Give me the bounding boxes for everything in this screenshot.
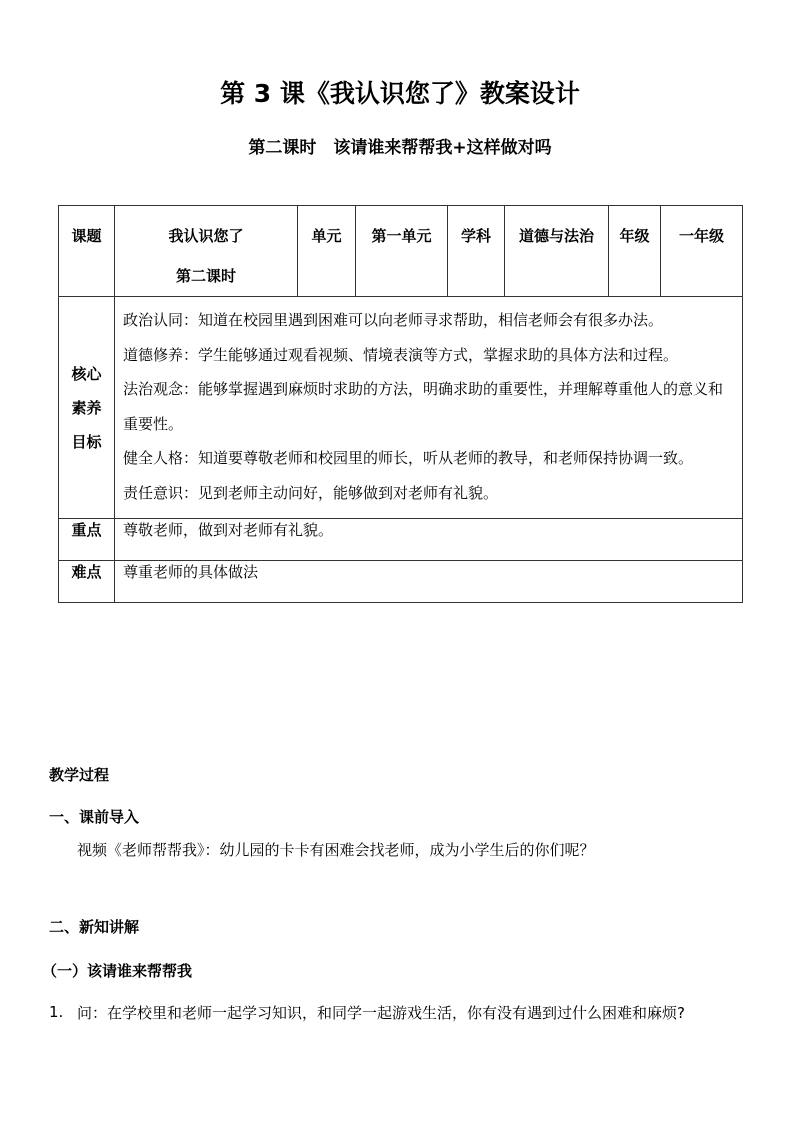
course-value bbox=[115, 206, 297, 296]
goal-item: 责任意识：见到老师主动问好，能够做到对老师有礼貌。 bbox=[123, 483, 499, 502]
unit-value: 第一单元 bbox=[371, 227, 432, 245]
goal-item: 政治认同：知道在校园里遇到困难可以向老师寻求帮助，相信老师会有很多办法。 bbox=[123, 311, 664, 329]
goal-item: 法治观念：能够掌握遇到麻烦时求助的方法，明确求助的重要性，并理解尊重他人的意义和重要性。 bbox=[123, 380, 724, 433]
goals-label-line: 目标 bbox=[71, 432, 102, 451]
subject-value-cell bbox=[505, 206, 609, 297]
process-heading: 教学过程 bbox=[49, 766, 110, 784]
goals-label-line: 素养 bbox=[71, 398, 102, 417]
grade-value: 一年级 bbox=[678, 227, 724, 245]
goal-item: 健全人格：知道要尊敬老师和校园里的师长，听从老师的教导，和老师保持协调一致。 bbox=[123, 449, 694, 467]
subject-value: 道德与法治 bbox=[518, 227, 594, 245]
grade-label: 年级 bbox=[619, 227, 650, 245]
goal-item: 道德修养：学生能够通过观看视频、情境表演等方式，掌握求助的具体方法和过程。 bbox=[123, 345, 679, 364]
section2-title: 二、新知讲解 bbox=[49, 918, 140, 936]
difficulty-row bbox=[59, 561, 743, 603]
grade-label-cell bbox=[609, 206, 661, 297]
goals-row bbox=[59, 297, 743, 519]
subject-label-cell bbox=[448, 206, 505, 297]
key-point-value: 尊敬老师，做到对老师有礼貌。 bbox=[115, 519, 743, 561]
grade-value-cell bbox=[661, 206, 743, 297]
subsection1-title: （一）该请谁来帮帮我 bbox=[42, 962, 193, 980]
key-point-label: 重点 bbox=[59, 519, 115, 561]
page-title: 第 3 课《我认识您了》教案设计 bbox=[220, 79, 580, 108]
difficulty-value: 尊重老师的具体做法 bbox=[115, 561, 743, 603]
course-value-cell bbox=[115, 206, 298, 297]
unit-label-cell bbox=[298, 206, 356, 297]
difficulty-label: 难点 bbox=[59, 561, 115, 603]
item1-text: 问：在学校里和老师一起学习知识，和同学一起游戏生活，你有没有遇到过什么困难和麻烦? bbox=[77, 1004, 685, 1022]
course-line2: 第二课时 bbox=[175, 267, 236, 285]
unit-label: 单元 bbox=[311, 227, 342, 245]
goals-content bbox=[115, 297, 743, 519]
header-row bbox=[59, 206, 743, 297]
subject-label: 学科 bbox=[460, 227, 491, 245]
item1-number: 1. bbox=[49, 1003, 64, 1021]
lesson-info-table bbox=[58, 205, 743, 603]
section1-title: 一、课前导入 bbox=[49, 808, 140, 826]
course-line1: 我认识您了 bbox=[168, 227, 244, 245]
section1-text: 视频《老师帮帮我》：幼儿园的卡卡有困难会找老师，成为小学生后的你们呢？ bbox=[77, 841, 595, 859]
goals-label-cell bbox=[59, 297, 115, 519]
page-subtitle: 第二课时 该请谁来帮帮我+这样做对吗 bbox=[248, 138, 552, 158]
unit-value-cell bbox=[356, 206, 448, 297]
course-label-cell bbox=[59, 206, 115, 297]
key-point-row bbox=[59, 519, 743, 561]
course-label: 课题 bbox=[71, 227, 102, 245]
goals-label-line: 核心 bbox=[71, 364, 102, 383]
